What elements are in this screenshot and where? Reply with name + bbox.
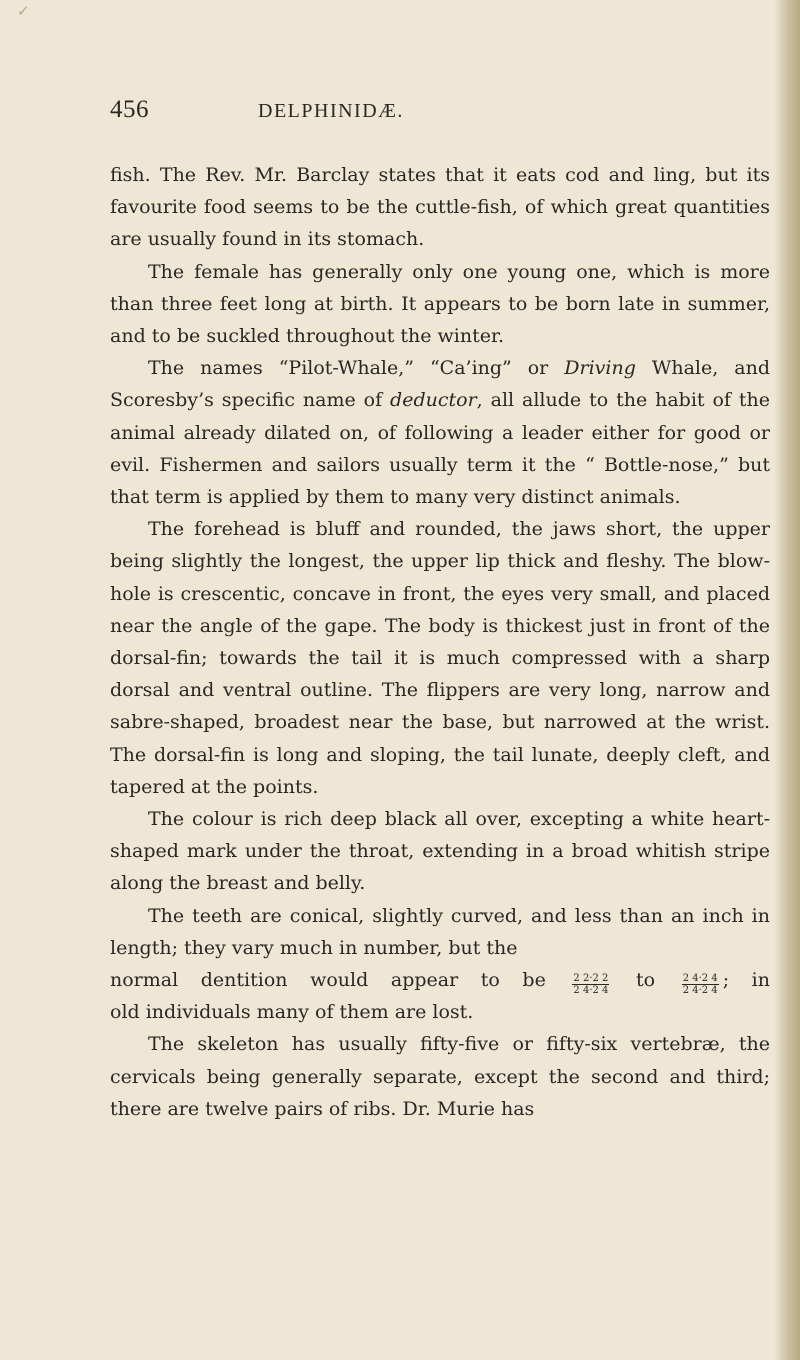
body-text [110,159,770,1125]
paragraph-1: fish. The Rev. Mr. Barclay states that it eats cod and ling, but its favourite food seems to be the cuttle-fish, of which great quantities are usually found in its stomach. [110,164,770,251]
paragraph-6 [110,900,770,964]
paragraph-3-part-b: Whale, and Scoresby’s specific name of [110,357,771,412]
dentition-fraction-1 [572,973,609,996]
running-head: DELPHINIDÆ. [258,100,404,122]
paragraph-7: The skeleton has usually fifty-five or fifty-six vertebræ, the cervicals being generally separate, except the second and third; there are twelve pairs of ribs. Dr. Murie has [110,1033,770,1120]
paragraph-2: The female has generally only one young one, which is more than three feet long at birth. It appears to be born late in summer, and to be suckled throughout the winter. [110,260,770,348]
fraction-1-denominator: 2 4·2 4 [573,985,609,997]
dentition-formula-line [110,964,770,996]
paragraph-5: The colour is rich deep black all over, excepting a white heart-shaped mark under the throat, extending in a broad whitish stripe along the breast and belly. [110,808,770,895]
dentition-fraction-2 [682,973,719,996]
fraction-2-numerator: 2 4·2 4 [682,973,718,985]
page-number: 456 [110,96,149,123]
italic-deductor: deductor [390,389,477,412]
paragraph-3-part-c: , all allude to the habit of the animal already dilated on, of following a leader either for good or evil. Fishermen and sailors usually term it the “ Bottle-nose,” but that term is applied by them to many very distinct animals. [110,389,770,509]
paragraph-6-part-c: ; in [722,969,770,992]
paragraph-3-part-a: The names “Pilot-Whale,” “Ca’ing” or [148,357,565,380]
page-edge-shadow [774,0,800,1360]
italic-driving: Driving [564,357,636,380]
paragraph-6-continuation: old individuals many of them are lost. [110,1001,474,1024]
paragraph-3 [110,352,770,513]
paragraph-4: The forehead is bluff and rounded, the jaws short, the upper being slightly the longest, the upper lip thick and fleshy. The blow-hole is crescentic, concave in front, the eyes very small, and placed near the angle of the gape. The body is thickest just in front of the dorsal-fin; towards the tail it is much compressed with a sharp dorsal and ventral outline. The flippers are very long, narrow and sabre-shaped, broadest near the base, but narrowed at the wrist. The dorsal-fin is long and sloping, the tail lunate, deeply cleft, and tapered at the points. [110,518,770,798]
pencil-mark: ✓ [17,2,30,20]
paragraph-6-part-a: The teeth are conical, slightly curved, and less than an inch in length; they vary much in number, but the [110,904,770,959]
fraction-1-numerator: 2 2·2 2 [573,973,609,985]
fraction-2-denominator: 2 4·2 4 [682,985,718,997]
word-to: to [636,969,656,992]
paragraph-6-part-b: normal dentition would appear to be [110,969,546,992]
page-header [110,96,750,132]
